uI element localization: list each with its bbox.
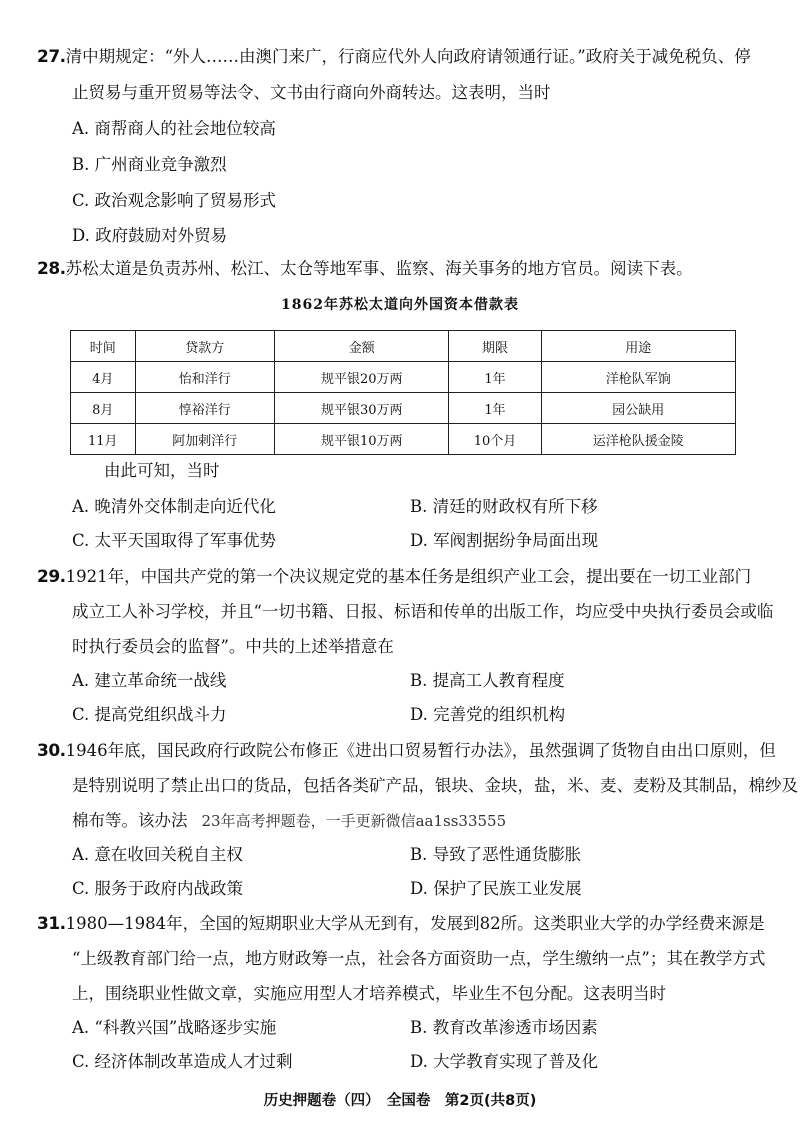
table-cell: 洋枪队军饷 xyxy=(541,362,736,393)
q30-option-d[interactable]: D. 保护了民族工业发展 xyxy=(410,879,582,898)
q28-stem-line-1: 28.苏松太道是负责苏州、松江、太仓等地军事、监察、海关事务的地方官员。阅读下表。 xyxy=(37,259,693,279)
q28-table-title: 1862年苏松太道向外国资本借款表 xyxy=(281,297,519,313)
q31-option-d[interactable]: D. 大学教育实现了普及化 xyxy=(410,1052,599,1071)
q27-number: 27. xyxy=(37,47,66,67)
q27-option-c[interactable]: C. 政治观念影响了贸易形式 xyxy=(72,191,277,210)
q27-option-a[interactable]: A. 商帮商人的社会地位较高 xyxy=(72,119,276,138)
q29-stem-line-2: 成立工人补习学校，并且“一切书籍、日报、标语和传单的出版工作，均应受中央执行委员会或临 xyxy=(72,602,774,621)
table-row xyxy=(71,424,736,455)
q28-option-c[interactable]: C. 太平天国取得了军事优势 xyxy=(72,531,277,550)
table-cell: 园公缺用 xyxy=(541,393,736,424)
q28-number: 28. xyxy=(37,259,66,279)
q31-stem-line-2: “上级教育部门给一点，地方财政筹一点，社会各方面资助一点，学生缴纳一点”；其在教学方式 xyxy=(72,949,766,968)
table-cell: 10个月 xyxy=(449,424,541,455)
q30-stem-line-1: 30.1946年底，国民政府行政院公布修正《进出口贸易暂行办法》，虽然强调了货物自由出口原则，但 xyxy=(37,741,776,761)
q28-loan-table xyxy=(70,330,736,455)
q29-number: 29. xyxy=(37,567,66,587)
q28-option-a[interactable]: A. 晚清外交体制走向近代化 xyxy=(72,497,276,516)
table-cell: 1年 xyxy=(449,393,541,424)
table-row xyxy=(71,393,736,424)
table-header-cell: 贷款方 xyxy=(135,331,275,362)
q29-option-c[interactable]: C. 提高党组织战斗力 xyxy=(72,705,227,724)
q30-option-c[interactable]: C. 服务于政府内战政策 xyxy=(72,879,244,898)
table-cell: 1年 xyxy=(449,362,541,393)
table-cell: 规平银20万两 xyxy=(275,362,449,393)
table-header-cell: 期限 xyxy=(449,331,541,362)
q29-option-a[interactable]: A. 建立革命统一战线 xyxy=(72,671,227,690)
table-cell: 8月 xyxy=(71,393,136,424)
q29-option-d[interactable]: D. 完善党的组织机构 xyxy=(410,705,566,724)
table-cell: 11月 xyxy=(71,424,136,455)
q28-lead: 由此可知，当时 xyxy=(104,461,220,480)
q31-number: 31. xyxy=(37,914,66,934)
q27-stem-line-2: 止贸易与重开贸易等法令、文书由行商向外商转达。这表明，当时 xyxy=(72,83,551,102)
q27-option-b[interactable]: B. 广州商业竞争激烈 xyxy=(72,155,227,174)
table-header-cell: 时间 xyxy=(71,331,136,362)
q31-option-b[interactable]: B. 教育改革渗透市场因素 xyxy=(410,1018,598,1037)
q31-option-a[interactable]: A. “科教兴国”战略逐步实施 xyxy=(72,1018,277,1037)
table-cell: 4月 xyxy=(71,362,136,393)
table-header-row xyxy=(71,331,736,362)
q29-stem-line-1: 29.1921年，中国共产党的第一个决议规定党的基本任务是组织产业工会，提出要在一切工业部门 xyxy=(37,567,752,587)
q31-stem-line-1: 31.1980—1984年，全国的短期职业大学从无到有，发展到82所。这类职业大学的办学经费来源是 xyxy=(37,914,765,934)
q29-stem-line-3: 时执行委员会的监督”。中共的上述举措意在 xyxy=(72,637,394,656)
q28-option-b[interactable]: B. 清廷的财政权有所下移 xyxy=(410,497,598,516)
table-row xyxy=(71,362,736,393)
q30-option-b[interactable]: B. 导致了恶性通货膨胀 xyxy=(410,845,582,864)
table-header-cell: 金额 xyxy=(275,331,449,362)
q31-option-c[interactable]: C. 经济体制改革造成人才过剩 xyxy=(72,1052,293,1071)
q27-option-d[interactable]: D. 政府鼓励对外贸易 xyxy=(72,226,228,245)
table-cell: 规平银30万两 xyxy=(275,393,449,424)
q30-number: 30. xyxy=(37,741,66,761)
q30-option-a[interactable]: A. 意在收回关税自主权 xyxy=(72,845,243,864)
table-cell: 怡和洋行 xyxy=(135,362,275,393)
table-cell: 惇裕洋行 xyxy=(135,393,275,424)
q29-option-b[interactable]: B. 提高工人教育程度 xyxy=(410,671,565,690)
table-cell: 运洋枪队援金陵 xyxy=(541,424,736,455)
page-footer: 历史押题卷（四） 全国卷 第2页(共8页) xyxy=(263,1093,537,1109)
q31-stem-line-3: 上，围绕职业性做文章，实施应用型人才培养模式，毕业生不包分配。这表明当时 xyxy=(72,984,666,1003)
q27-stem-line-1: 27.清中期规定：“外人……由澳门来广，行商应代外人向政府请领通行证。”政府关于减免税负、停 xyxy=(37,47,751,67)
q30-stem-line-3: 棉布等。该办法 23年高考押题卷，一手更新微信aa1ss33555 xyxy=(72,811,507,830)
table-cell: 规平银10万两 xyxy=(275,424,449,455)
table-header-cell: 用途 xyxy=(541,331,736,362)
table-cell: 阿加剌洋行 xyxy=(135,424,275,455)
q30-stem-line-2: 是特别说明了禁止出口的货品，包括各类矿产品，银块、金块，盐，米、麦、麦粉及其制品，棉纱及 xyxy=(72,776,798,795)
watermark-text: 23年高考押题卷，一手更新微信aa1ss33555 xyxy=(201,812,507,830)
q28-option-d[interactable]: D. 军阀割据纷争局面出现 xyxy=(410,531,599,550)
